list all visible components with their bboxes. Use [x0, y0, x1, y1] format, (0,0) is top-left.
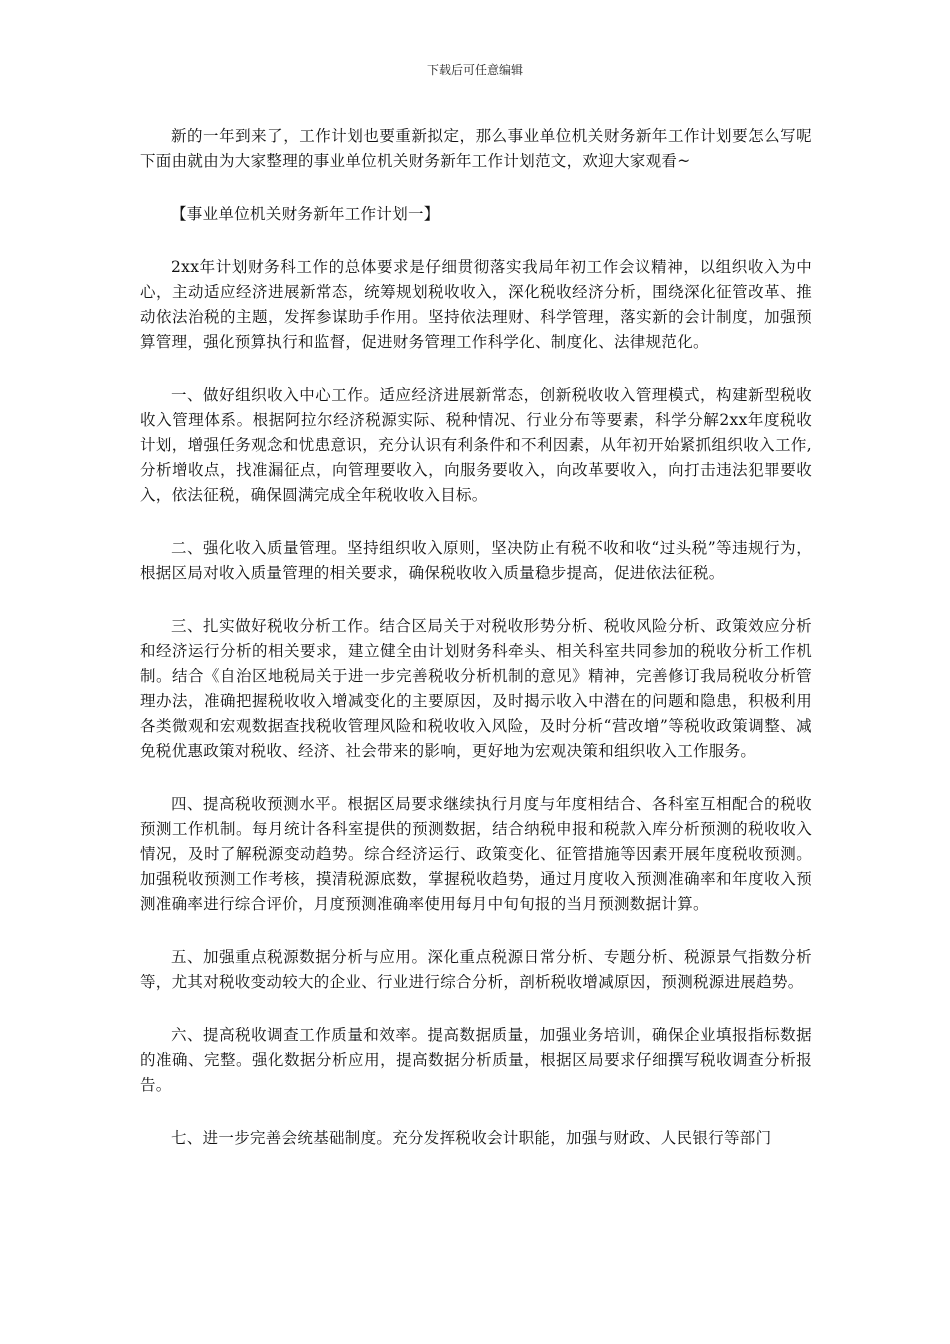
- body-paragraph: 2xx年计划财务科工作的总体要求是仔细贯彻落实我局年初工作会议精神，以组织收入为中心，主动适应经济进展新常态，统筹规划税收收入，深化税收经济分析，围绕深化征管改革、推动依法治税的主题，发挥参谋助手作用。坚持依法理财、科学管理，落实新的会计制度，加强预算管理，强化预算执行和监督，促进财务管理工作科学化、制度化、法律规范化。: [140, 258, 812, 351]
- body-paragraph: 六、提高税收调查工作质量和效率。提高数据质量，加强业务培训，确保企业填报指标数据的准确、完整。强化数据分析应用，提高数据分析质量，根据区局要求仔细撰写税收调查分析报告。: [140, 1026, 812, 1094]
- header-note: 下载后可任意编辑: [426, 63, 523, 77]
- body-paragraph: 四、提高税收预测水平。根据区局要求继续执行月度与年度相结合、各科室互相配合的税收预测工作机制。每月统计各科室提供的预测数据，结合纳税申报和税款入库分析预测的税收收入情况，及时了解税源变动趋势。综合经济运行、政策变化、征管措施等因素开展年度税收预测。加强税收预测工作考核，摸清税源底数，掌握税收趋势，通过月度收入预测准确率和年度收入预测准确率进行综合评价，月度预测准确率使用每月中旬旬报的当月预测数据计算。: [140, 795, 812, 913]
- body-paragraph: 二、强化收入质量管理。坚持组织收入原则，坚决防止有税不收和收“过头税”等违规行为，根据区局对收入质量管理的相关要求，确保税收收入质量稳步提高，促进依法征税。: [140, 539, 812, 582]
- body-paragraph: 一、做好组织收入中心工作。适应经济进展新常态，创新税收收入管理模式，构建新型税收收入管理体系。根据阿拉尔经济税源实际、税种情况、行业分布等要素，科学分解2xx年度税收计划，增强任务观念和忧患意识，充分认识有利条件和不利因素，从年初开始紧抓组织收入工作,分析增收点，找准漏征点，向管理要收入，向服务要收入，向改革要收入，向打击违法犯罪要收入，依法征税，确保圆满完成全年税收收入目标。: [140, 386, 812, 504]
- body-paragraph: 七、进一步完善会统基础制度。充分发挥税收会计职能，加强与财政、人民银行等部门: [171, 1129, 772, 1147]
- body-paragraph: 三、扎实做好税收分析工作。结合区局关于对税收形势分析、税收风险分析、政策效应分析和经济运行分析的相关要求，建立健全由计划财务科牵头、相关科室共同参加的税收分析工作机制。结合《自治区地税局关于进一步完善税收分析机制的意见》精神，完善修订我局税收分析管理办法，准确把握税收收入增减变化的主要原因，及时揭示收入中潜在的问题和隐患，积极利用各类微观和宏观数据查找税收管理风险和税收收入风险，及时分析“营改增”等税收政策调整、减免税优惠政策对税收、经济、社会带来的影响，更好地为宏观决策和组织收入工作服务。: [140, 617, 812, 760]
- page-header: [0, 62, 950, 78]
- document-body: [140, 124, 812, 1179]
- intro-paragraph: 新的一年到来了，工作计划也要重新拟定，那么事业单位机关财务新年工作计划要怎么写呢下面由就由为大家整理的事业单位机关财务新年工作计划范文，欢迎大家观看~: [140, 127, 812, 170]
- body-paragraph: 五、加强重点税源数据分析与应用。深化重点税源日常分析、专题分析、税源景气指数分析等，尤其对税收变动较大的企业、行业进行综合分析，剖析税收增减原因，预测税源进展趋势。: [140, 948, 812, 991]
- section-title: 【事业单位机关财务新年工作计划一】: [171, 205, 440, 223]
